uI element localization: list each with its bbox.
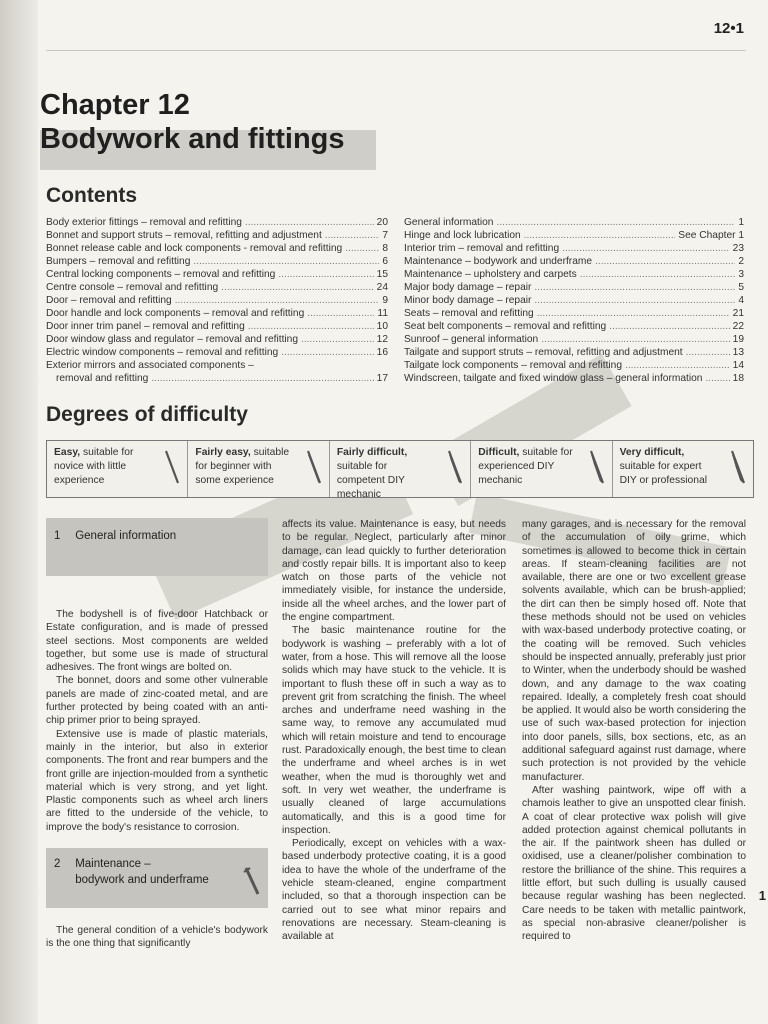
contents-entry <box>46 229 388 242</box>
chapter-title: Chapter 12 <box>40 89 190 121</box>
difficulty-label: Easy, <box>54 447 81 458</box>
leader-dots <box>245 216 374 229</box>
difficulty-label: Fairly difficult, <box>336 447 408 458</box>
contents-entry-page: 21 <box>732 308 744 319</box>
leader-dots <box>537 307 730 320</box>
contents-entry-page: 14 <box>732 360 744 371</box>
contents-entry-page: 15 <box>376 269 388 280</box>
contents-entry-title: Major body damage – repair <box>404 282 532 293</box>
paragraph: The bonnet, doors and some other vulnerable panels are made of zinc-coated metal, and are further protected by being coated with an anti-chip primer prior to being sprayed. <box>46 675 268 727</box>
difficulty-description: suitable for competent DIY mechanic <box>336 461 405 500</box>
edge-page-marker: 1 <box>758 888 766 903</box>
contents-entry-page: 8 <box>382 243 388 254</box>
contents-entry-page: 4 <box>738 295 744 306</box>
contents-entry <box>404 320 744 333</box>
leader-dots <box>609 320 729 333</box>
paragraph: Extensive use is made of plastic materials, mainly in the interior, but also in exterior components. The front and rear bumpers and the front grille are injection-moulded from a synthetic material which is very strong, and yet light. Plastic components such as wheel arch liners are fitted to the underside of the vehicle, to improve the body's resistance to corrosion. <box>46 728 268 833</box>
paragraph: The bodyshell is of five-door Hatchback or Estate configuration, and is made of pressed steel sections. Most components are welded together, but some use is made of structural adhesives. The front wings are bolted on. <box>46 609 268 674</box>
contents-entry-title: Door inner trim panel – removal and refitting <box>46 321 245 332</box>
contents-entry <box>46 255 388 268</box>
leader-dots <box>278 268 373 281</box>
contents-entry-page: 6 <box>382 256 388 267</box>
header-rule <box>46 50 746 51</box>
section-title: General information <box>75 530 177 542</box>
difficulty-label: Fairly easy, <box>195 447 251 458</box>
difficulty-label: Very difficult, <box>619 447 685 458</box>
leader-dots <box>534 294 735 307</box>
contents-entry-title: Seats – removal and refitting <box>404 308 534 319</box>
contents-entry-page: 24 <box>376 282 388 293</box>
contents-entry-page: See Chapter 1 <box>678 230 744 241</box>
leader-dots <box>541 333 729 346</box>
contents-entry <box>404 359 744 372</box>
contents-entry <box>46 359 388 372</box>
paragraph: The general condition of a vehicle's bodywork is the one thing that significantly <box>46 925 268 950</box>
contents-entry <box>46 372 388 385</box>
leader-dots <box>193 255 379 268</box>
section-title-line1: Maintenance – <box>75 858 151 871</box>
contents-entry <box>404 242 744 255</box>
contents-entry-page: 9 <box>382 295 388 306</box>
chapter-subtitle: Bodywork and fittings <box>40 123 345 155</box>
contents-entry-title: Bonnet and support struts – removal, refitting and adjustment <box>46 230 322 241</box>
contents-entry-page: 20 <box>376 217 388 228</box>
spanner-difficulty-icon <box>305 447 325 489</box>
leader-dots <box>705 372 729 385</box>
contents-entry <box>46 281 388 294</box>
contents-entry-title: Exterior mirrors and associated components – <box>46 360 254 371</box>
leader-dots <box>595 255 735 268</box>
contents-entry-title: Body exterior fittings – removal and refitting <box>46 217 242 228</box>
contents-entry-page: 7 <box>382 230 388 241</box>
leader-dots <box>307 307 374 320</box>
contents-entry-page: 1 <box>738 217 744 228</box>
contents-entry-page: 19 <box>732 334 744 345</box>
contents-entry <box>404 294 744 307</box>
paragraph: The basic maintenance routine for the bodywork is washing – preferably with a lot of water, from a hose. This will remove all the loose solids which may have stuck to the vehicle. It is important to flush these off in such a way as to prevent grit from scratching the finish. The wheel arches and underframe need washing in the same way, to remove any accumulated mud which will retain moisture and tend to encourage rust. Paradoxically enough, the best time to clean the underframe and wheel arches is in wet weather, when the mud is thoroughly wet and soft. In very wet weather, the underframe is usually cleaned of large accumulations automatically, and this is a good time for inspection. <box>282 625 506 836</box>
contents-entry-title: Interior trim – removal and refitting <box>404 243 560 254</box>
leader-dots <box>151 372 373 385</box>
contents-entry-page: 18 <box>732 373 744 384</box>
text-column-2 <box>282 518 506 944</box>
paragraph: After washing paintwork, wipe off with a chamois leather to give an unspotted clear finish. A coat of clear protective wax polish will give added protection against chemical pollutants in the air. If the paintwork sheen has dulled or oxidised, use a cleaner/polisher combination to restore the brilliance of the shine. This requires a little effort, but such dulling is usually caused because regular washing has been neglected. Care needs to be taken with metallic paintwork, as special non-abrasive cleaner/polisher is required to <box>522 784 746 943</box>
contents-entry-page: 2 <box>738 256 744 267</box>
leader-dots <box>686 346 730 359</box>
contents-entry-page: 17 <box>376 373 388 384</box>
contents-entry <box>404 307 744 320</box>
difficulty-heading: Degrees of difficulty <box>46 403 248 426</box>
leader-dots <box>325 229 380 242</box>
contents-entry-title: Hinge and lock lubrication <box>404 230 521 241</box>
contents-entry <box>404 229 744 242</box>
contents-entry <box>46 320 388 333</box>
section-number: 1 <box>54 530 61 542</box>
leader-dots <box>281 346 373 359</box>
spanner-difficulty-icon <box>242 864 262 898</box>
paragraph: affects its value. Maintenance is easy, but needs to be regular. Neglect, particularly after minor damage, can lead quickly to further deterioration and costly repair bills. It is important also to keep watch on those parts of the vehicle not immediately visible, for instance the underside, inside all the wheel arches, and the lower part of the engine compartment. <box>282 519 506 624</box>
difficulty-description: suitable for novice with little experience <box>54 447 134 486</box>
section-heading-maintenance <box>46 848 268 908</box>
contents-entry <box>46 242 388 255</box>
contents-entry-title: Bonnet release cable and lock components - removal and refitting <box>46 243 343 254</box>
section-title-line2: bodywork and underframe <box>75 874 209 887</box>
contents-entry-title: Maintenance – bodywork and underframe <box>404 256 593 267</box>
contents-entry-title: Door – removal and refitting <box>46 295 172 306</box>
contents-entry-page: 10 <box>376 321 388 332</box>
leader-dots <box>496 216 735 229</box>
difficulty-table <box>46 440 754 498</box>
section-number: 2 <box>54 858 61 871</box>
chapter-header <box>40 88 345 156</box>
paragraph: Periodically, except on vehicles with a wax-based underbody protective coating, it is a good idea to have the whole of the underframe of the vehicle steam-cleaned, engine compartment included, so that a thorough inspection can be carried out to see what minor repairs and renovations are necessary. Steam-cleaning is available at <box>282 838 506 943</box>
contents-entry-page: 5 <box>738 282 744 293</box>
contents-entry-page: 12 <box>376 334 388 345</box>
contents-entry-page: 22 <box>732 321 744 332</box>
leader-dots <box>301 333 374 346</box>
contents-entry <box>46 294 388 307</box>
contents-heading: Contents <box>46 184 137 207</box>
contents-entry <box>404 281 744 294</box>
contents-entry-title: Windscreen, tailgate and fixed window glass – general information <box>404 373 703 384</box>
contents-entry-title: removal and refitting <box>56 373 149 384</box>
contents-entry <box>404 346 744 359</box>
difficulty-description: suitable for experienced DIY mechanic <box>478 447 573 486</box>
difficulty-level-5 <box>613 441 753 497</box>
difficulty-level-1 <box>47 441 188 497</box>
book-gutter <box>0 0 38 1024</box>
contents-entry-title: Tailgate and support struts – removal, refitting and adjustment <box>404 347 683 358</box>
contents-entry <box>404 268 744 281</box>
leader-dots <box>562 242 730 255</box>
leader-dots <box>248 320 374 333</box>
contents-entry <box>46 346 388 359</box>
contents-entry <box>404 333 744 346</box>
difficulty-level-4 <box>471 441 612 497</box>
contents-entry-page: 16 <box>376 347 388 358</box>
leader-dots <box>625 359 730 372</box>
contents-entry-page: 3 <box>738 269 744 280</box>
contents-entry <box>404 216 744 229</box>
leader-dots <box>175 294 380 307</box>
spanner-difficulty-icon <box>729 447 749 489</box>
contents-entry-title: Door window glass and regulator – removal and refitting <box>46 334 298 345</box>
spanner-difficulty-icon <box>446 447 466 489</box>
contents-entry-page: 11 <box>377 308 388 319</box>
contents-entry-title: Door handle and lock components – removal and refitting <box>46 308 305 319</box>
contents-list-right <box>404 216 744 385</box>
difficulty-description: suitable for expert DIY or professional <box>619 461 708 486</box>
difficulty-level-2 <box>188 441 329 497</box>
contents-entry-title: Tailgate lock components – removal and refitting <box>404 360 623 371</box>
page-number: 12•1 <box>713 20 744 37</box>
text-column-3 <box>522 518 746 944</box>
contents-list-left <box>46 216 388 385</box>
contents-entry-title: Electric window components – removal and refitting <box>46 347 279 358</box>
difficulty-label: Difficult, <box>478 447 520 458</box>
contents-entry-title: Centre console – removal and refitting <box>46 282 219 293</box>
contents-entry-title: Sunroof – general information <box>404 334 539 345</box>
contents-entry-title: Maintenance – upholstery and carpets <box>404 269 577 280</box>
leader-dots <box>534 281 735 294</box>
leader-dots <box>345 242 379 255</box>
contents-entry <box>46 307 388 320</box>
paragraph: many garages, and is necessary for the removal of the accumulation of oily grime, which sometimes is allowed to become thick in certain areas. If steam-cleaning facilities are not available, there are one or two excellent grease solvents available, which can be brush-applied; the dirt can then be simply hosed off. Note that these methods should not be used on vehicles with wax-based underbody protective coating, or the coating will be removed. Such vehicles should be inspected annually, preferably just prior to Winter, when the underbody should be washed down, and any damage to the wax coating repaired. Ideally, a completely fresh coat should be applied. It would also be worth considering the use of such wax-based protection for injection into door panels, sills, box sections, etc, as an additional safeguard against rust damage, where such protection is not provided by the vehicle manufacturer. <box>522 519 746 783</box>
leader-dots <box>580 268 736 281</box>
leader-dots <box>221 281 374 294</box>
difficulty-description: suitable for beginner with some experience <box>195 447 290 486</box>
section-heading-general-information <box>46 518 268 576</box>
contents-entry <box>404 372 744 385</box>
contents-entry-title: Seat belt components – removal and refitting <box>404 321 607 332</box>
contents-entry <box>404 255 744 268</box>
contents-entry-page: 23 <box>732 243 744 254</box>
contents-entry <box>46 216 388 229</box>
difficulty-level-3 <box>330 441 471 500</box>
contents-entry-page: 13 <box>732 347 744 358</box>
text-column-1 <box>46 518 268 951</box>
contents-entry-title: Central locking components – removal and refitting <box>46 269 276 280</box>
leader-dots <box>524 229 676 242</box>
contents-entry <box>46 333 388 346</box>
contents-entry-title: Minor body damage – repair <box>404 295 532 306</box>
spanner-difficulty-icon <box>588 447 608 489</box>
contents-entry-title: Bumpers – removal and refitting <box>46 256 191 267</box>
spanner-difficulty-icon <box>163 447 183 489</box>
contents-entry <box>46 268 388 281</box>
contents-entry-title: General information <box>404 217 494 228</box>
